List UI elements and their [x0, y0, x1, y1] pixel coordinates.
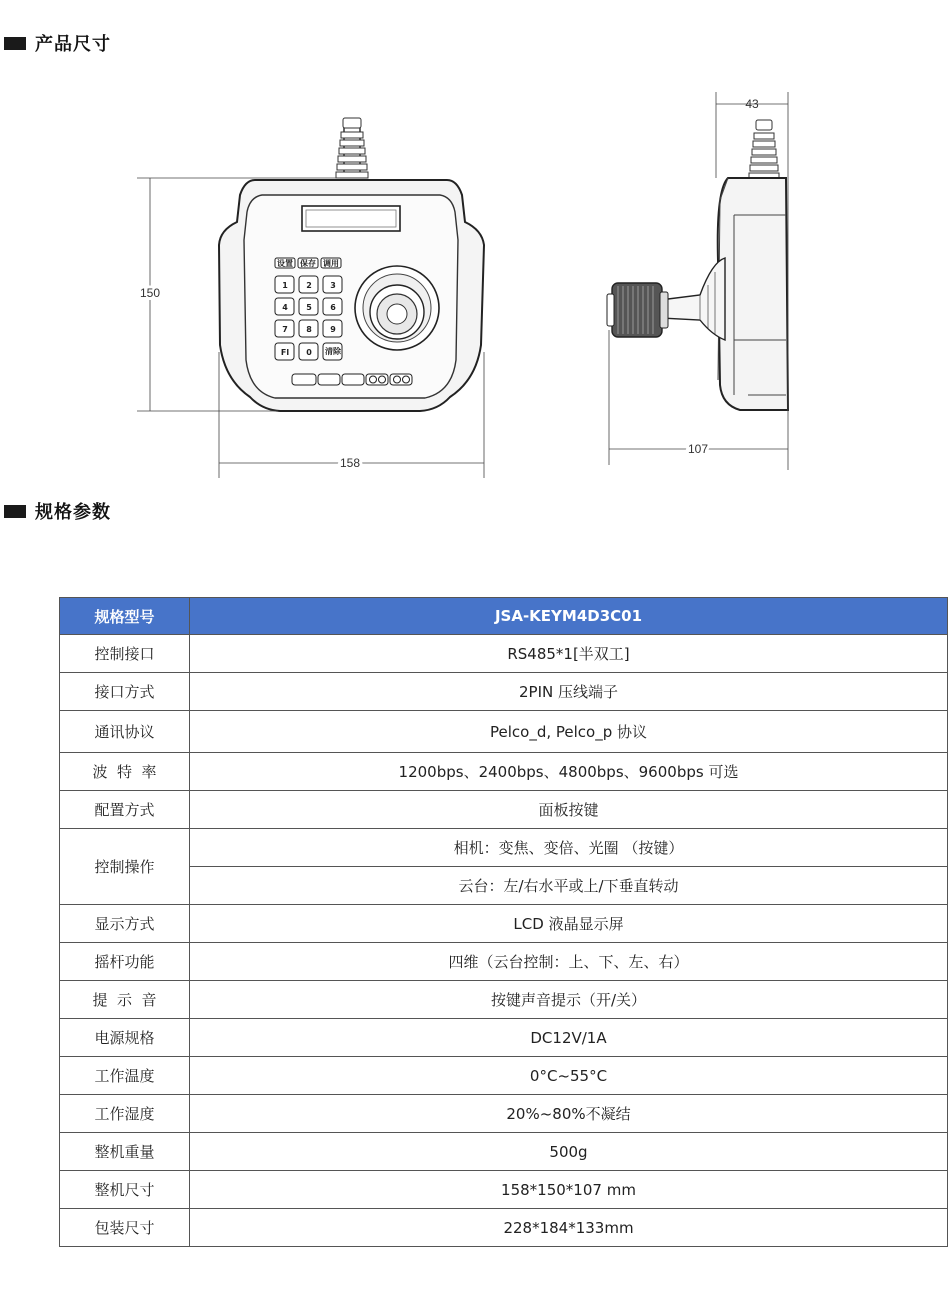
key-label: 清除: [325, 347, 341, 356]
row-label: 接口方式: [60, 673, 190, 711]
row-label: 提 示 音: [60, 981, 190, 1019]
row-label: 电源规格: [60, 1019, 190, 1057]
section-marker: [4, 37, 26, 50]
spec-title: 规格参数: [35, 502, 111, 523]
row-value: 1200bps、2400bps、4800bps、9600bps 可选: [190, 753, 948, 791]
table-row: [60, 981, 948, 1019]
table-header-row: [60, 598, 948, 635]
row-label: 通讯协议: [60, 711, 190, 753]
row-label: 工作温度: [60, 1057, 190, 1095]
row-label: 整机尺寸: [60, 1171, 190, 1209]
key-label: 0: [306, 348, 312, 357]
row-label: 控制接口: [60, 635, 190, 673]
header-label: 规格型号: [60, 598, 190, 635]
key-label: 调用: [323, 259, 339, 268]
section-title-spec: [4, 499, 111, 523]
section-title-dimensions: [4, 31, 111, 55]
table-row: [60, 791, 948, 829]
table-row: [60, 673, 948, 711]
row-value: 500g: [190, 1133, 948, 1171]
dim-width-label: 158: [339, 456, 361, 470]
key-label: 2: [306, 281, 312, 290]
table-row: [60, 867, 948, 905]
dimensions-title: 产品尺寸: [35, 34, 111, 55]
dim-depth-label: 107: [687, 442, 709, 456]
table-row: [60, 1209, 948, 1247]
table-row: [60, 1057, 948, 1095]
row-value: RS485*1[半双工]: [190, 635, 948, 673]
key-label: 5: [306, 303, 312, 312]
key-label: Fl: [280, 348, 290, 357]
key-label: 6: [330, 303, 336, 312]
key-label: 4: [282, 303, 288, 312]
key-label: 设置: [277, 259, 293, 268]
dim-height-label: 150: [139, 286, 161, 300]
row-label: 控制操作: [60, 829, 190, 905]
row-label: 包装尺寸: [60, 1209, 190, 1247]
key-label: 3: [330, 281, 336, 290]
row-value: 云台：左/右水平或上/下垂直转动: [190, 867, 948, 905]
row-value: 0°C~55°C: [190, 1057, 948, 1095]
row-label: 波 特 率: [60, 753, 190, 791]
key-label: 1: [282, 281, 288, 290]
table-row: [60, 943, 948, 981]
row-value: 2PIN 压线端子: [190, 673, 948, 711]
row-value: 158*150*107 mm: [190, 1171, 948, 1209]
row-value: 20%~80%不凝结: [190, 1095, 948, 1133]
row-label: 整机重量: [60, 1133, 190, 1171]
spec-table: [59, 597, 948, 1247]
row-label: 显示方式: [60, 905, 190, 943]
header-value: JSA-KEYM4D3C01: [190, 598, 948, 635]
dimension-drawing: [0, 70, 948, 490]
table-row: [60, 753, 948, 791]
row-label: 摇杆功能: [60, 943, 190, 981]
table-row: [60, 1019, 948, 1057]
side-view: [607, 92, 788, 470]
row-value: 按键声音提示（开/关）: [190, 981, 948, 1019]
key-label: 9: [330, 325, 336, 334]
row-value: 面板按键: [190, 791, 948, 829]
row-value: Pelco_d, Pelco_p 协议: [190, 711, 948, 753]
table-row: [60, 635, 948, 673]
table-row: [60, 829, 948, 867]
row-label: 工作湿度: [60, 1095, 190, 1133]
table-row: [60, 1133, 948, 1171]
front-view: [137, 118, 484, 478]
table-row: [60, 711, 948, 753]
dim-top-label: 43: [745, 97, 759, 111]
key-label: 8: [306, 325, 312, 334]
table-row: [60, 905, 948, 943]
row-label: 配置方式: [60, 791, 190, 829]
row-value: DC12V/1A: [190, 1019, 948, 1057]
key-label: 保存: [300, 259, 316, 268]
table-row: [60, 1171, 948, 1209]
row-value: 四维（云台控制：上、下、左、右）: [190, 943, 948, 981]
table-row: [60, 1095, 948, 1133]
key-label: 7: [282, 325, 288, 334]
section-marker: [4, 505, 26, 518]
row-value: 相机：变焦、变倍、光圈 （按键）: [190, 829, 948, 867]
row-value: 228*184*133mm: [190, 1209, 948, 1247]
row-value: LCD 液晶显示屏: [190, 905, 948, 943]
